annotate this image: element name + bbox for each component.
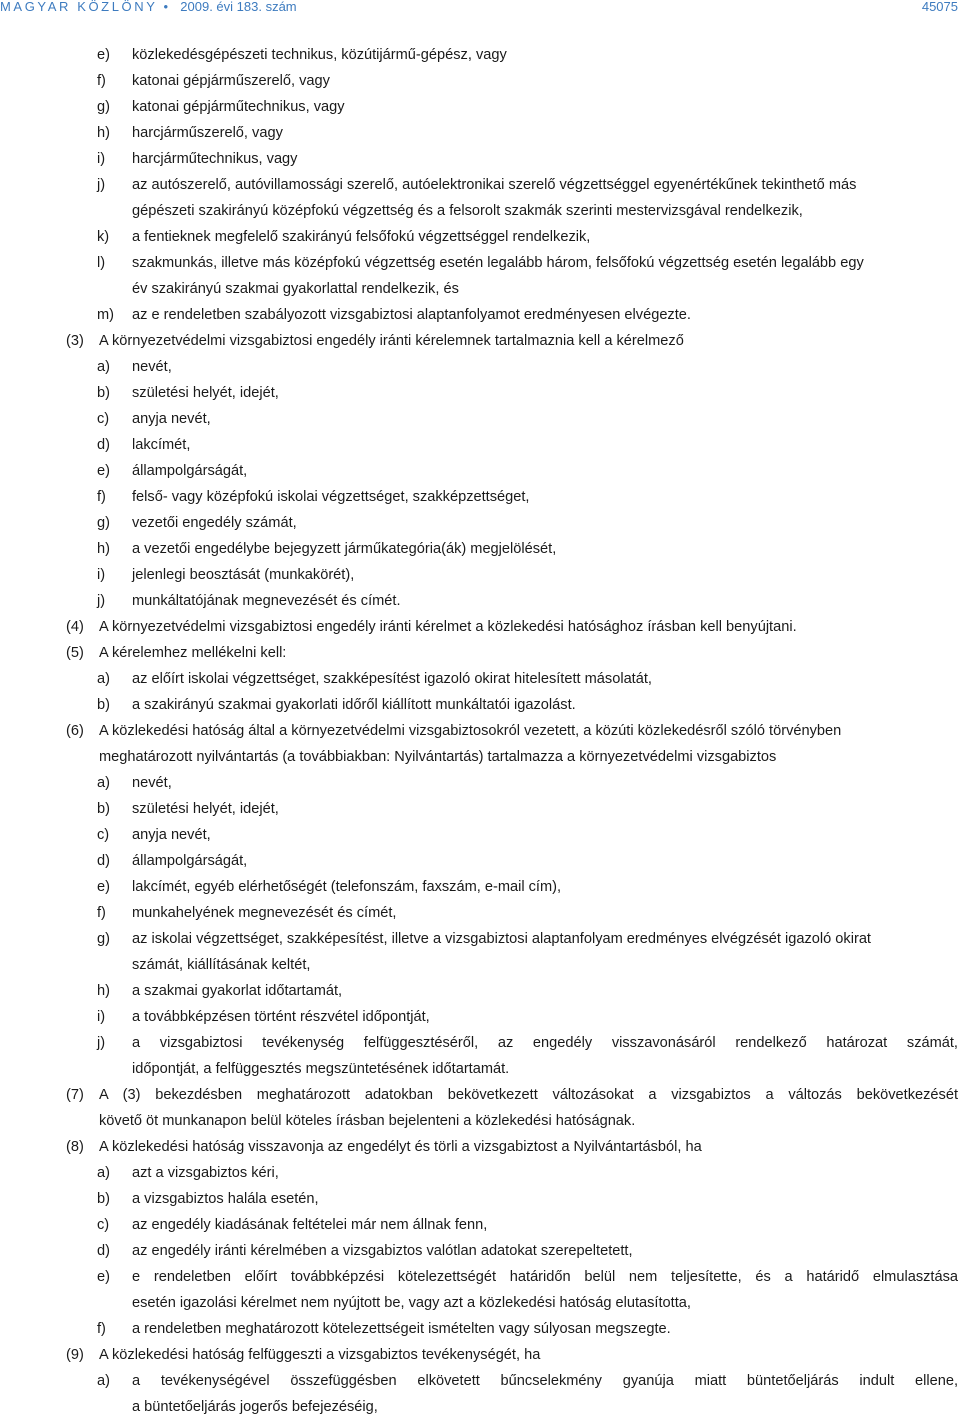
separator-bullet: • — [163, 0, 169, 14]
line-text: a büntetőeljárás jogerős befejezéséig, — [132, 1399, 378, 1415]
continuation-line — [66, 744, 960, 770]
line-text: anyja nevét, — [132, 411, 211, 427]
paragraph-line — [66, 1082, 960, 1108]
list-item — [66, 848, 960, 874]
paragraph-line — [66, 614, 960, 640]
list-item — [66, 926, 960, 952]
line-text: katonai gépjárműszerelő, vagy — [132, 73, 330, 89]
line-text: az e rendeletben szabályozott vizsgabiztosi alaptanfolyamot eredményesen elvégezte. — [132, 307, 691, 323]
line-text: A kérelemhez mellékelni kell: — [99, 645, 287, 661]
continuation-line — [66, 1108, 960, 1134]
continuation-line — [66, 952, 960, 978]
line-text: lakcímét, — [132, 437, 191, 453]
list-item — [66, 770, 960, 796]
line-text: a rendeletben meghatározott kötelezettségeit ismételten vagy súlyosan megszegte. — [132, 1321, 671, 1337]
line-text: nevét, — [132, 359, 172, 375]
list-item — [66, 68, 960, 94]
list-item — [66, 432, 960, 458]
paragraph-number: (7) — [66, 1087, 84, 1103]
item-label: h) — [97, 125, 110, 141]
item-label: k) — [97, 229, 110, 245]
line-text: anyja nevét, — [132, 827, 211, 843]
line-text: a tevékenységével összefüggésben elkövetett bűncselekmény gyanúja miatt büntetőeljárás indult ellene, — [132, 1373, 958, 1389]
continuation-line — [66, 1394, 960, 1420]
paragraph-line — [66, 718, 960, 744]
item-label: a) — [97, 775, 110, 791]
list-item — [66, 510, 960, 536]
paragraph-number: (8) — [66, 1139, 84, 1155]
paragraph-number: (5) — [66, 645, 84, 661]
paragraph-number: (4) — [66, 619, 84, 635]
list-item — [66, 250, 960, 276]
page-number: 45075 — [921, 0, 958, 14]
item-label: d) — [97, 853, 110, 869]
line-text: követő öt munkanapon belül köteles írásban bejelenteni a közlekedési hatóságnak. — [99, 1113, 636, 1129]
list-item — [66, 1264, 960, 1290]
line-text: év szakirányú szakmai gyakorlattal rendelkezik, és — [132, 281, 459, 297]
list-item — [66, 302, 960, 328]
item-label: j) — [97, 593, 106, 609]
item-label: g) — [97, 931, 110, 947]
item-label: i) — [97, 1009, 106, 1025]
list-item — [66, 900, 960, 926]
list-item — [66, 172, 960, 198]
line-text: az autószerelő, autóvillamossági szerelő, autóelektronikai szerelő végzettséggel egyenértékűnek tekinthető más — [132, 177, 857, 193]
line-text: időpontját, a felfüggesztés megszüntetésének időtartamát. — [132, 1061, 510, 1077]
list-item — [66, 120, 960, 146]
line-text: harcjárműszerelő, vagy — [132, 125, 283, 141]
line-text: nevét, — [132, 775, 172, 791]
line-text: A közlekedési hatóság visszavonja az engedélyt és törli a vizsgabiztost a Nyilvántartásból, ha — [99, 1139, 702, 1155]
list-item — [66, 484, 960, 510]
line-text: a vezetői engedélybe bejegyzett járműkategória(ák) megjelölését, — [132, 541, 557, 557]
document-body — [66, 42, 960, 1420]
line-text: gépészeti szakirányú középfokú végzettség és a felsorolt szakmák szerinti mestervizsgával rendelkezik, — [132, 203, 803, 219]
list-item — [66, 94, 960, 120]
item-label: i) — [97, 567, 106, 583]
paragraph-line — [66, 640, 960, 666]
item-label: b) — [97, 801, 110, 817]
item-label: d) — [97, 1243, 110, 1259]
list-item — [66, 354, 960, 380]
item-label: e) — [97, 1269, 110, 1285]
list-item — [66, 406, 960, 432]
line-text: e rendeletben előírt továbbképzési kötelezettségét határidőn belül nem teljesítette, és a határidő elmulasztása — [132, 1269, 958, 1285]
item-label: f) — [97, 905, 106, 921]
list-item — [66, 978, 960, 1004]
line-text: felső- vagy középfokú iskolai végzettséget, szakképzettséget, — [132, 489, 530, 505]
list-item — [66, 536, 960, 562]
line-text: a szakmai gyakorlat időtartamát, — [132, 983, 343, 999]
line-text: vezetői engedély számát, — [132, 515, 297, 531]
list-item — [66, 874, 960, 900]
line-text: azt a vizsgabiztos kéri, — [132, 1165, 279, 1181]
line-text: meghatározott nyilvántartás (a továbbiakban: Nyilvántartás) tartalmazza a környezetvédelmi vizsgabiztos — [99, 749, 777, 765]
item-label: a) — [97, 1165, 110, 1181]
line-text: a vizsgabiztosi tevékenység felfüggesztéséről, az engedély visszavonásáról rendelkező határozat számát, — [132, 1035, 958, 1051]
paragraph-number: (3) — [66, 333, 84, 349]
item-label: h) — [97, 983, 110, 999]
list-item — [66, 1004, 960, 1030]
item-label: b) — [97, 1191, 110, 1207]
item-label: a) — [97, 671, 110, 687]
line-text: az előírt iskolai végzettséget, szakképesítést igazoló okirat hitelesített másolatát, — [132, 671, 652, 687]
line-text: a fentieknek megfelelő szakirányú felsőfokú végzettséggel rendelkezik, — [132, 229, 591, 245]
item-label: m) — [97, 307, 115, 323]
paragraph-line — [66, 1134, 960, 1160]
item-label: c) — [97, 827, 110, 843]
list-item — [66, 458, 960, 484]
list-item — [66, 1316, 960, 1342]
item-label: h) — [97, 541, 110, 557]
list-item — [66, 42, 960, 68]
page-header — [0, 0, 960, 20]
line-text: a továbbképzésen történt részvétel időpontját, — [132, 1009, 430, 1025]
item-label: j) — [97, 1035, 106, 1051]
line-text: születési helyét, idejét, — [132, 385, 279, 401]
line-text: A (3) bekezdésben meghatározott adatokban bekövetkezett változásokat a vizsgabiztos a változás bekövetkezését — [99, 1087, 958, 1103]
line-text: katonai gépjárműtechnikus, vagy — [132, 99, 345, 115]
line-text: számát, kiállításának keltét, — [132, 957, 311, 973]
paragraph-line — [66, 1342, 960, 1368]
continuation-line — [66, 1290, 960, 1316]
line-text: lakcímét, egyéb elérhetőségét (telefonszám, faxszám, e-mail cím), — [132, 879, 562, 895]
item-label: d) — [97, 437, 110, 453]
line-text: az iskolai végzettséget, szakképesítést, illetve a vizsgabiztosi alaptanfolyam eredményes elvégzését igazoló okirat — [132, 931, 871, 947]
list-item — [66, 666, 960, 692]
line-text: állampolgárságát, — [132, 853, 248, 869]
item-label: f) — [97, 489, 106, 505]
journal-title: MAGYAR KÖZLÖNY — [0, 0, 158, 14]
list-item — [66, 1030, 960, 1056]
list-item — [66, 1186, 960, 1212]
list-item — [66, 822, 960, 848]
line-text: az engedély iránti kérelmében a vizsgabiztos valótlan adatokat szerepeltetett, — [132, 1243, 633, 1259]
list-item — [66, 1212, 960, 1238]
item-label: e) — [97, 463, 110, 479]
list-item — [66, 380, 960, 406]
list-item — [66, 146, 960, 172]
list-item — [66, 588, 960, 614]
paragraph-line — [66, 328, 960, 354]
item-label: b) — [97, 697, 110, 713]
line-text: közlekedésgépészeti technikus, közútijármű-gépész, vagy — [132, 47, 507, 63]
item-label: a) — [97, 1373, 110, 1389]
item-label: i) — [97, 151, 106, 167]
line-text: A közlekedési hatóság felfüggeszti a vizsgabiztos tevékenységét, ha — [99, 1347, 541, 1363]
item-label: f) — [97, 73, 106, 89]
line-text: állampolgárságát, — [132, 463, 248, 479]
list-item — [66, 1368, 960, 1394]
list-item — [66, 562, 960, 588]
continuation-line — [66, 276, 960, 302]
item-label: g) — [97, 99, 110, 115]
item-label: f) — [97, 1321, 106, 1337]
item-label: b) — [97, 385, 110, 401]
paragraph-number: (6) — [66, 723, 84, 739]
list-item — [66, 692, 960, 718]
item-label: a) — [97, 359, 110, 375]
item-label: l) — [97, 255, 106, 271]
line-text: A környezetvédelmi vizsgabiztosi engedély iránti kérelmet a közlekedési hatósághoz írásban kell benyújtani. — [99, 619, 797, 635]
continuation-line — [66, 198, 960, 224]
item-label: j) — [97, 177, 106, 193]
running-head — [0, 0, 297, 14]
line-text: harcjárműtechnikus, vagy — [132, 151, 298, 167]
line-text: a szakirányú szakmai gyakorlati időről kiállított munkáltatói igazolást. — [132, 697, 576, 713]
line-text: a vizsgabiztos halála esetén, — [132, 1191, 319, 1207]
list-item — [66, 796, 960, 822]
continuation-line — [66, 1056, 960, 1082]
line-text: esetén igazolási kérelmet nem nyújtott be, vagy azt a közlekedési hatóság elutasította, — [132, 1295, 691, 1311]
line-text: születési helyét, idejét, — [132, 801, 279, 817]
line-text: munkáltatójának megnevezését és címét. — [132, 593, 401, 609]
line-text: jelenlegi beosztását (munkakörét), — [132, 567, 355, 583]
item-label: e) — [97, 879, 110, 895]
paragraph-number: (9) — [66, 1347, 84, 1363]
line-text: munkahelyének megnevezését és címét, — [132, 905, 397, 921]
item-label: c) — [97, 411, 110, 427]
item-label: g) — [97, 515, 110, 531]
line-text: az engedély kiadásának feltételei már nem állnak fenn, — [132, 1217, 488, 1233]
item-label: e) — [97, 47, 110, 63]
list-item — [66, 1160, 960, 1186]
list-item — [66, 224, 960, 250]
line-text: szakmunkás, illetve más középfokú végzettség esetén legalább három, felsőfokú végzettség esetén legalább egy — [132, 255, 864, 271]
line-text: A környezetvédelmi vizsgabiztosi engedély iránti kérelemnek tartalmaznia kell a kérelmező — [99, 333, 684, 349]
list-item — [66, 1238, 960, 1264]
line-text: A közlekedési hatóság által a környezetvédelmi vizsgabiztosokról vezetett, a közúti közlekedésről szóló törvényben — [99, 723, 842, 739]
item-label: c) — [97, 1217, 110, 1233]
issue-date: 2009. évi 183. szám — [180, 0, 297, 14]
